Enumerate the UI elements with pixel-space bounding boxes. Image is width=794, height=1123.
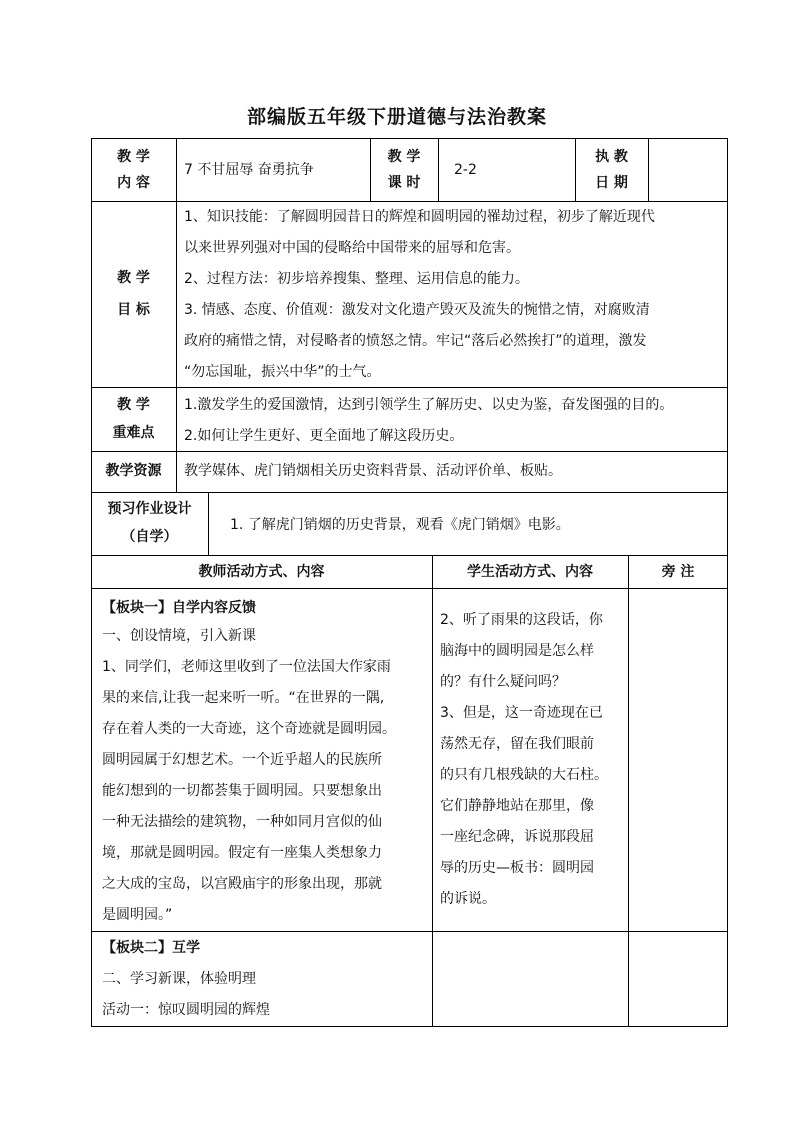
block2-teacher-line: 活动一：惊叹圆明园的辉煌: [102, 1002, 270, 1018]
block2-heading: [102, 933, 200, 964]
goal-line: 以来世界列强对中国的侵略给中国带来的屈辱和危害。: [184, 240, 520, 256]
keypoints-label-line2: 重难点: [112, 425, 155, 441]
col-divider: [176, 138, 177, 201]
block1-teacher-line: 之大成的宝岛，以宫殿庙宇的形象出现，那就: [102, 876, 382, 892]
goal-line: 2、过程方法：初步培养搜集、整理、运用信息的能力。: [184, 271, 529, 287]
row-divider: [91, 492, 728, 493]
row-divider: [91, 931, 728, 932]
block1-teacher-line: 一、创设情境，引入新课: [102, 628, 256, 644]
col-divider: [628, 555, 629, 1027]
block1-teacher-line: 果的来信,让我一起来听一听。“在世界的一隅,: [102, 690, 385, 706]
col-divider: [438, 138, 439, 201]
resources-value: 教学媒体、虎门销烟相关历史资料背景、活动评价单、板贴。: [184, 463, 562, 479]
block1-teacher-line: 是圆明园。”: [102, 907, 173, 923]
block1-student-line: 它们静静地站在那里，像: [440, 798, 594, 814]
goal-line: 3. 情感、态度、价值观：激发对文化遗产毁灭及流失的惋惜之情，对腐败清: [184, 302, 650, 318]
resources-label: 教学资源: [105, 463, 162, 479]
page-title: 部编版五年级下册道德与法治教案: [246, 106, 547, 128]
goal-line: 1、知识技能：了解圆明园昔日的辉煌和圆明园的罹劫过程，初步了解近现代: [184, 209, 655, 225]
preview-value: 1. 了解虎门销烟的历史背景，观看《虎门销烟》电影。: [230, 517, 570, 533]
row-divider: [91, 555, 728, 556]
block1-heading-text: 自学内容反馈: [172, 600, 256, 616]
content-label-line1: 教 学: [117, 149, 150, 165]
block1-heading: [102, 593, 256, 624]
preview-label-line1: 预习作业设计: [107, 501, 192, 517]
block1-student-line: 荡然无存，留在我们眼前: [440, 736, 594, 752]
block1-student-line: 脑海中的圆明园是怎么样: [440, 643, 594, 659]
remark-header: 旁 注: [661, 564, 695, 580]
keypoint-line: 1.激发学生的爱国激情，达到引领学生了解历史、以史为鉴，奋发图强的目的。: [184, 397, 674, 413]
block1-teacher-line: 境，那就是圆明园。假定有一座集人类想象力: [102, 845, 382, 861]
lesson-period-value: 2-2: [454, 162, 477, 178]
goal-line: “勿忘国耻，振兴中华”的士气。: [184, 364, 381, 380]
date-label-line1: 执 教: [595, 149, 628, 165]
date-label-line2: 日 期: [595, 175, 628, 191]
block1-student-line: 辱的历史—板书：圆明园: [440, 860, 594, 876]
block1-teacher-line: 一种无法描绘的建筑物，一种如同月宫似的仙: [102, 814, 382, 830]
content-label-line2: 内 容: [117, 175, 150, 191]
block1-student-line: 2、听了雨果的这段话，你: [440, 612, 603, 628]
block2-teacher-line: 二、学习新课，体验明理: [102, 971, 256, 987]
row-divider: [91, 451, 728, 452]
goals-label-line1: 教 学: [117, 270, 150, 286]
block1-teacher-line: 存在着人类的一大奇迹，这个奇迹就是圆明园。: [102, 721, 396, 737]
row-divider: [91, 201, 728, 202]
block2-heading-bracket: 【板块二】: [102, 940, 172, 956]
block1-teacher-line: 1、同学们，老师这里收到了一位法国大作家雨: [102, 659, 391, 675]
block1-heading-bracket: 【板块一】: [102, 600, 172, 616]
lesson-content-value: 7 不甘屈辱 奋勇抗争: [184, 162, 314, 178]
block1-student-line: 的只有几根残缺的大石柱。: [440, 767, 608, 783]
block1-student-line: 3、但是，这一奇迹现在已: [440, 705, 603, 721]
block1-student-line: 的诉说。: [440, 891, 496, 907]
col-divider: [176, 201, 177, 492]
keypoints-label-line1: 教 学: [117, 397, 150, 413]
goal-line: 政府的痛惜之情，对侵略者的愤怒之情。牢记“落后必然挨打”的道理，激发: [184, 333, 647, 349]
block1-student-line: 的？有什么疑问吗？: [440, 674, 566, 690]
block1-teacher-line: 能幻想到的一切都荟集于圆明园。只要想象出: [102, 783, 382, 799]
preview-label-line2: （自学）: [121, 529, 178, 545]
period-label-line1: 教 学: [387, 149, 421, 165]
period-label-line2: 课 时: [387, 175, 421, 191]
block1-student-line: 一座纪念碑，诉说那段屈: [440, 829, 594, 845]
keypoint-line: 2.如何让学生更好、更全面地了解这段历史。: [184, 428, 464, 444]
block1-teacher-line: 圆明园属于幻想艺术。一个近乎超人的民族所: [102, 752, 382, 768]
col-divider: [648, 138, 649, 201]
row-divider: [91, 588, 728, 589]
col-divider: [432, 555, 433, 1027]
row-divider: [91, 387, 728, 388]
block2-heading-text: 互学: [172, 940, 200, 956]
student-activity-header: 学生活动方式、内容: [467, 564, 593, 580]
col-divider: [208, 492, 209, 555]
goals-label-line2: 目 标: [117, 302, 150, 318]
teacher-activity-header: 教师活动方式、内容: [198, 564, 325, 580]
